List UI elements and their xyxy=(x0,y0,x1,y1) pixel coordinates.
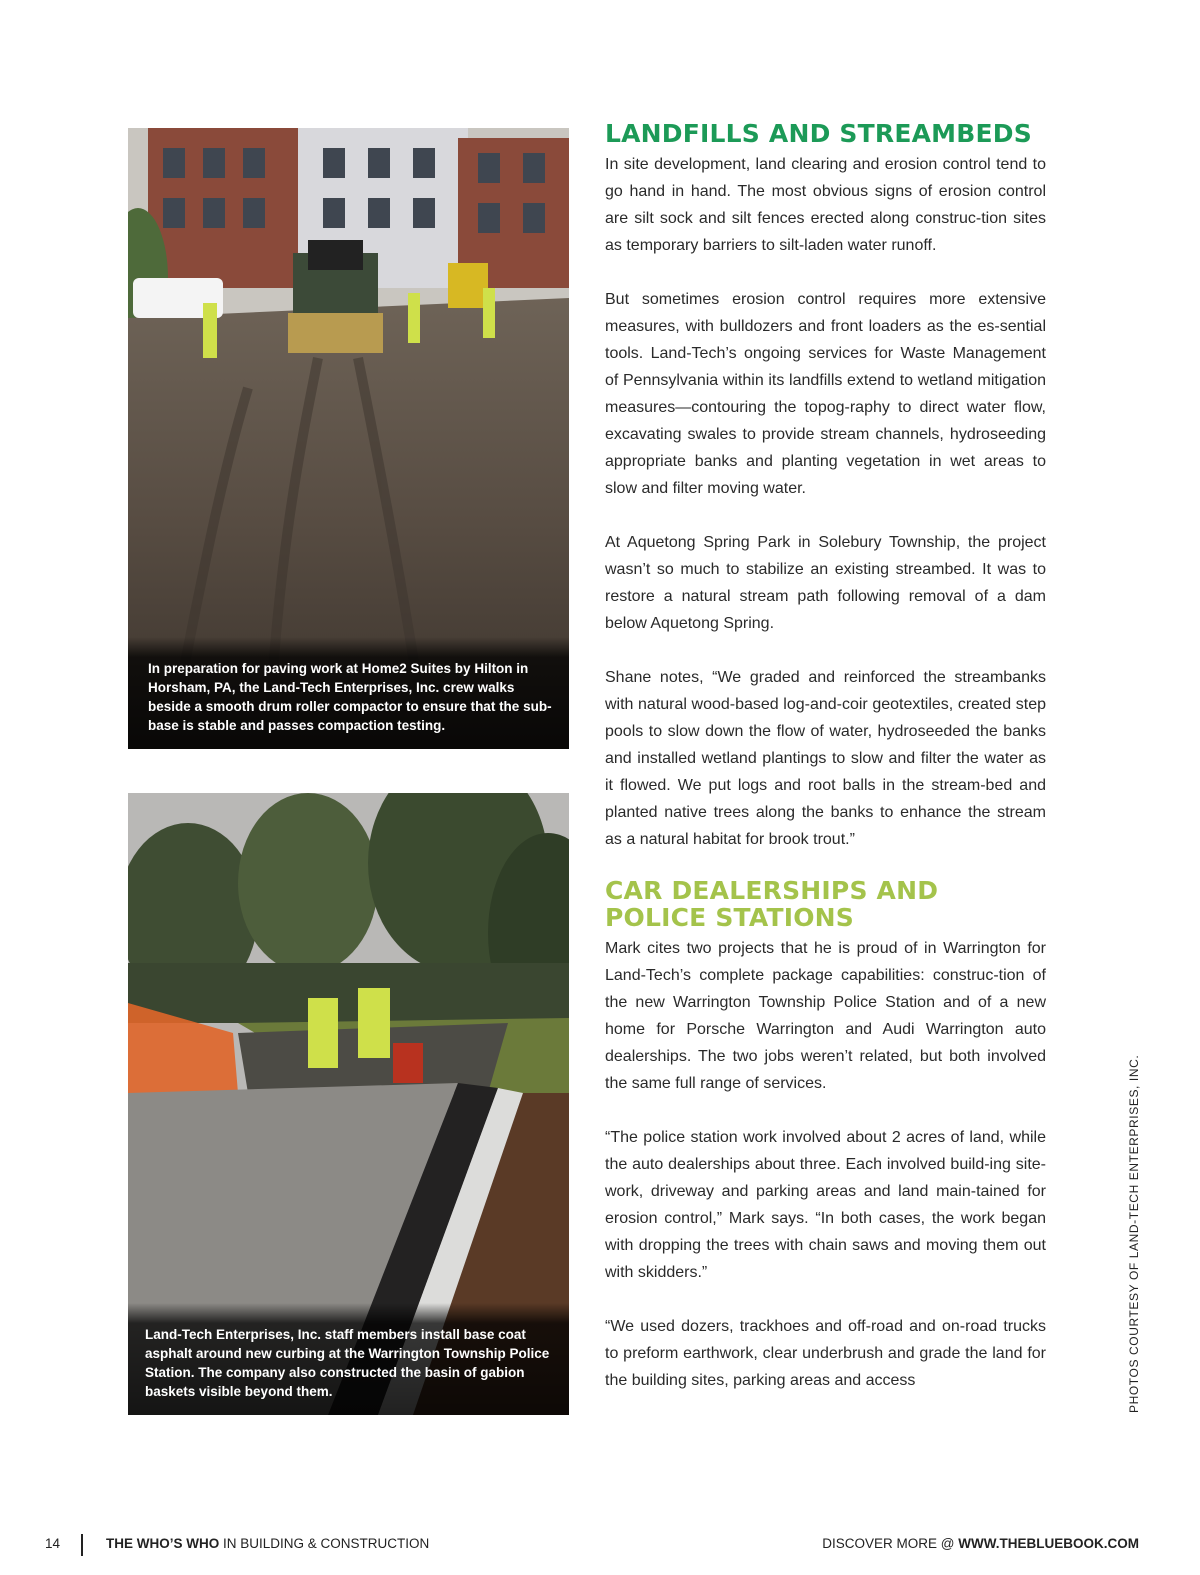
footer-divider xyxy=(81,1534,83,1556)
paragraph: But sometimes erosion control requires more extensive measures, with bulldozers and front loaders as the es-sential tools. Land-Tech’s ongoing services for Waste Management of Pennsylvania within its landfills extend to wetland mitigation measures—contouring the topog-raphy to direct water flow, excavating swales to provide stream channels, hydroseeding appropriate banks and planting vegetation in wet areas to slow and filter moving water. xyxy=(605,291,1046,497)
paragraph: “We used dozers, trackhoes and off-road and on-road trucks to preform earthwork, clear underbrush and grade the land for the building sites, parking areas and access xyxy=(605,1318,1046,1389)
paragraph: At Aquetong Spring Park in Solebury Township, the project wasn’t so much to stabilize an existing streambed. It was to restore a natural stream path following removal of a dam below Aquetong Spring. xyxy=(605,534,1046,632)
paragraph: Mark cites two projects that he is proud of in Warrington for Land-Tech’s complete package capabilities: construc-tion of the new Warrington Township Police Station and of a new home for Porsche Warrington and Audi Warrington auto dealerships. The two jobs weren’t related, but both involved the same full range of services. xyxy=(605,940,1046,1092)
photo-caption: In preparation for paving work at Home2 Suites by Hilton in Horsham, PA, the Land-Tech Enterprises, Inc. crew walks beside a smooth drum roller compactor to ensure that the sub-base is stable and passes compaction testing. xyxy=(128,637,569,749)
heading-line: CAR DEALERSHIPS AND xyxy=(605,876,939,905)
article-column xyxy=(605,120,1046,1394)
photo-caption: Land-Tech Enterprises, Inc. staff members install base coat asphalt around new curbing at the Warrington Township Police Station. The company also constructed the basin of gabion baskets visible beyond them. xyxy=(128,1303,569,1415)
publication-title-bold: THE WHO’S WHO xyxy=(106,1536,220,1551)
section-heading-landfills: LANDFILLS AND STREAMBEDS xyxy=(605,119,1032,148)
photo-credit: PHOTOS COURTESY OF LAND-TECH ENTERPRISES, INC. xyxy=(1127,1054,1141,1413)
page-footer xyxy=(0,1534,1200,1556)
discover-prefix: DISCOVER MORE @ xyxy=(822,1536,959,1551)
publication-title xyxy=(106,1536,429,1551)
discover-more xyxy=(822,1536,1139,1551)
paragraph: “The police station work involved about 2 acres of land, while the auto dealerships about three. Each involved build-ing site-work, driveway and parking areas and land main-tained for erosion control,” Mark says. “In both cases, the work began with dropping the trees with chain saws and moving them out with skidders.” xyxy=(605,1129,1046,1281)
page-number: 14 xyxy=(45,1536,61,1551)
heading-line: POLICE STATIONS xyxy=(605,903,854,932)
website-link[interactable]: WWW.THEBLUEBOOK.COM xyxy=(958,1536,1139,1551)
photo-asphalt-curbing xyxy=(128,793,569,1415)
paragraph: In site development, land clearing and erosion control tend to go hand in hand. The most obvious signs of erosion control are silt sock and silt fences erected along construc-tion sites as temporary barriers to silt-laden water runoff. xyxy=(605,156,1046,254)
section-heading-car-dealerships xyxy=(605,877,1046,931)
photo-roller-compactor xyxy=(128,128,569,749)
paragraph: Shane notes, “We graded and reinforced the streambanks with natural wood-based log-and-coir geotextiles, created step pools to slow down the flow of water, hydroseeded the banks and installed wetland plantings to slow and filter the water as it flowed. We put logs and root balls in the stream-bed and planted native trees along the banks to enhance the stream as a natural habitat for brook trout.” xyxy=(605,669,1046,848)
publication-title-rest: IN BUILDING & CONSTRUCTION xyxy=(219,1536,430,1551)
